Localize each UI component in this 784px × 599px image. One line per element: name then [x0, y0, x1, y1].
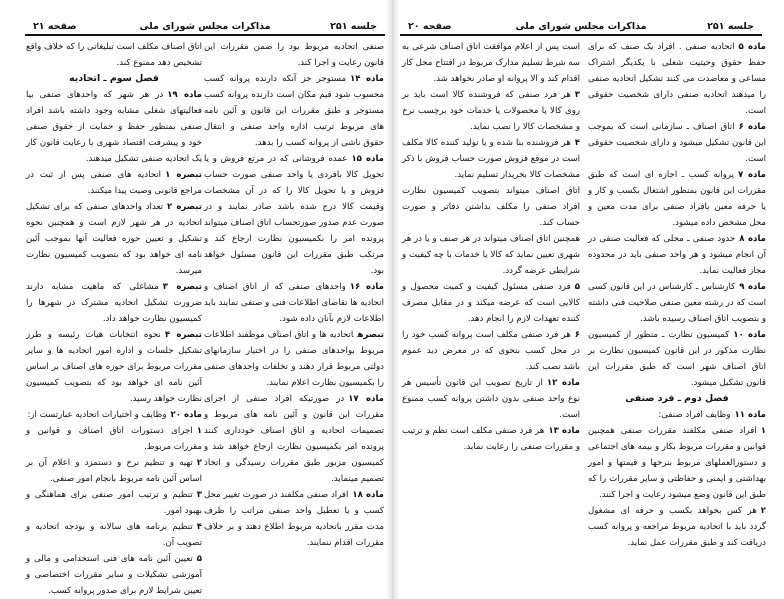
- article-number: ۳: [196, 490, 202, 500]
- article-text: اجرای دستورات اتاق اصناف و قوانین و مقررات مربوط.: [26, 426, 202, 452]
- article-text: تنظیم و ترتیب امور صنفی برای هماهنگی و بهبود امور.: [26, 490, 202, 516]
- article-paragraph: [204, 327, 384, 391]
- article-number: ماده ۱۸: [352, 490, 385, 500]
- article-number: ماده ۱۶: [349, 282, 384, 292]
- article-text: تهیه و تنظیم نرخ و دستمزد و اعلام آن بر اساس آئین نامه مربوط بانجام امور صنفی.: [26, 458, 202, 484]
- article-number: ۵: [574, 282, 580, 292]
- article-paragraph: [26, 327, 202, 407]
- article-number: ماده ۸: [739, 234, 766, 244]
- article-text: است پس از اعلام موافقت اتاق اصناف شرعی به سه شرط تسلیم مدارک مربوط در افتتاح محل کار اقدام کند و الا پروانه او صادر نخواهد شد.: [402, 42, 580, 84]
- article-number: ۱: [760, 426, 766, 436]
- article-paragraph: [588, 119, 766, 167]
- article-paragraph: [26, 167, 202, 199]
- article-number: ۶: [574, 330, 580, 340]
- article-text: کمیسیون نظارت ـ منظور از کمیسیون نظارت مذکور در این قانون کمیسیون نظارت بر اتاق اصناف شهر است که طبق مقررات این قانون تشکیل میشود.: [588, 330, 766, 388]
- article-number: ماده ۱۲: [546, 378, 580, 388]
- article-number: ماده ۱۰: [733, 330, 766, 340]
- article-paragraph: [204, 487, 384, 551]
- article-paragraph: [26, 279, 202, 327]
- section-heading: فصل دوم ـ فرد صنفی: [625, 393, 729, 404]
- article-number: تبصره ۱: [165, 170, 202, 180]
- page-number: صفحه ۲۰: [408, 21, 452, 32]
- article-text: هر فرد صنفی مکلف است نظم و ترتیب و مقررات صنفی را رعایت نماید.: [402, 426, 580, 452]
- book-binding-gutter: [386, 0, 400, 599]
- session-number: جلسه ۲۵۱: [707, 21, 754, 32]
- article-text: وظایف افراد صنفی:: [658, 410, 731, 420]
- article-text: فرد صنفی مسئول کیفیت و کمیت محصول و کالایی است که عرضه میکند و در مقابل مصرف کننده تعهدات لازم را انجام دهد.: [402, 282, 580, 324]
- text-column-right: [204, 39, 384, 551]
- article-text: همچنین اتاق اصناف میتواند در هر صنف و یا در هر شهری تعیین نماید که کالا یا خدمات با چه کیفیت و شرایطی عرضه گردد.: [402, 234, 580, 276]
- article-text: تعداد واحدهای صنفی که برای تشکیل اتحادیه در هر شهر لازم است و همچنین نحوه تشکیل و تعیین حوزه فعالیت آنها بموجب آئین نامه ای خواهد بود که بتصویب کمیسیون نظارت میرسد.: [26, 202, 202, 276]
- article-number: ماده ۱۷: [348, 394, 384, 404]
- article-number: ماده ۶: [738, 122, 766, 132]
- article-paragraph: [204, 71, 384, 151]
- article-text: در هر شهر که واحدهای صنفی بیا فعالیتهای شغلی مشابه وجود داشته باشد افراد صنفی بمنظور حفظ و حمایت از حقوق صنفی خود و پیشرفت اقتصاد شهری با رعایت قانون کار یک اتحادیه صنفی تشکیل میدهند.: [26, 90, 202, 164]
- article-number: ۵: [196, 554, 202, 564]
- article-number: ماده ۲۰: [170, 410, 202, 420]
- article-text: پروانه کسب ـ اجازه ای است که طبق مقررات این قانون بمنظور اشتغال بکسب و کار و یا حرفه معین بافراد صنفی برای مدت معین و محل مشخص داده میشود.: [588, 170, 766, 228]
- article-text: وظایف و اختیارات اتحادیه عبارتست از:: [27, 410, 167, 420]
- article-paragraph: [402, 279, 580, 327]
- article-number: تبصره ۳: [162, 282, 202, 292]
- article-text: مستوجر جز آنکه دارنده پروانه کسب محسوب شود قیم مکان است دارنده پروانه کسب مستوجر و طبق مقررات این قانون و آئین نامه های مربوط ترتیب اداره واحد صنفی و انتقال حقوق ناشی از پروانه کسب را بدهد.: [204, 74, 384, 148]
- article-text: اتحادیه صنفی . افراد یک صنف که برای حفظ حقوق وحیثیت شغلی با یکدیگر اشتراک مساعی و معاضدت می کنند تشکیل اتحادیه صنفی را میدهند اتحادیه صنفی دارای شخصیت حقوقی است.: [588, 42, 766, 116]
- article-number: ماده ۷: [738, 170, 766, 180]
- article-number: ۴: [574, 138, 580, 148]
- article-paragraph: [26, 519, 202, 551]
- article-text: هر فروشنده بنا شده و یا تولید کننده کالا مکلف است در موقع فروش صورت حساب فروش با ذکر مشخصات کالا بخریدار تسلیم نماید.: [402, 138, 580, 180]
- article-paragraph: [588, 167, 766, 231]
- article-paragraph: [204, 151, 384, 279]
- article-text: واحدهای صنفی که از اتاق اصناف و اتحادیه ها تقاضای اطلاعات فنی و صنفی نمایند باید اطلاعات لازم بآنان داده شود.: [204, 282, 384, 324]
- article-paragraph: [26, 199, 202, 279]
- article-text: اتاق اصناف ـ سازمانی است که بموجب این قانون تشکیل میشود و دارای شخصیت حقوقی است.: [588, 122, 766, 164]
- article-paragraph: [204, 39, 384, 71]
- page-number: صفحه ۲۱: [33, 21, 77, 32]
- article-text: عمده فروشانی که در مرتع فروش و یا تحویل کالا بافردی یا واحد صنفی صورت حساب فروش و یا تحویل کالا را که در آن مشخصات وقیمت کالا درج شده باشد صادر نمایند و در صورت عدم صدور صورتحساب اتاق اصناف میتواند پرونده امر را بکمیسیون نظارت ارجاع کند و مرتکب طبق مقررات این قانون مسئول خواهد بود.: [204, 154, 384, 276]
- article-number: ۲: [196, 458, 202, 468]
- article-number: ماده ۱۱: [734, 410, 766, 420]
- article-paragraph: [26, 39, 202, 71]
- text-column-left: [26, 39, 202, 599]
- article-paragraph: [204, 279, 384, 327]
- article-number: تبصره ۲: [167, 202, 202, 212]
- article-paragraph: [588, 407, 766, 423]
- article-paragraph: [402, 87, 580, 135]
- article-text: در صورتیکه افراد صنفی از اجرای مقررات این قانون و آئین نامه های مربوط و تصمیمات اتحادیه و اتاق اصناف خودداری کنند پرونده امر بکمیسیون نظارت ارجاع خواهد شد و کمیسیون مزبور طبق مقررات رسیدگی و اتخاذ تصمیم مینماید.: [204, 394, 384, 484]
- article-number: ماده ۱۴: [350, 74, 384, 84]
- article-text: اتاق اصناف میتواند بتصویب کمیسیون نظارت افراد صنفی را مکلف بداشتن دفاتر و صورت حساب کند.: [402, 186, 580, 228]
- header-rule: [25, 34, 385, 36]
- text-column-right: [588, 39, 766, 551]
- section-heading: فصل سوم ـ اتحادیه: [69, 73, 159, 84]
- header-rule: [400, 34, 762, 36]
- article-paragraph: [588, 39, 766, 119]
- article-paragraph: [26, 551, 202, 599]
- article-paragraph: [588, 327, 766, 391]
- article-text: از تاریخ تصویب این قانون تأسیس هر نوع واحد صنفی بدون داشتن پروانه کسب ممنوع است.: [402, 378, 580, 420]
- publication-title: مذاکرات مجلس شورای ملی: [139, 21, 271, 32]
- article-number: ۲: [760, 506, 766, 516]
- article-number: ماده ۹: [739, 282, 766, 292]
- article-text: افراد صنفی مکلفند مقررات صنفی همچنین قوانین و مقررات مربوط بکار و بیمه های اجتماعی و دستورالعملهای مربوط بنرخها و قیمتها و امور بهداشتی و ایمنی و حفاظتی و سایر مقررات را که طبق این قانون وضع میشود رعایت و اجرا کنند.: [588, 426, 766, 500]
- article-number: ماده ۵: [738, 42, 766, 52]
- article-paragraph: [402, 135, 580, 183]
- article-paragraph: [402, 231, 580, 279]
- publication-title: مذاکرات مجلس شورای ملی: [515, 21, 647, 32]
- article-paragraph: [402, 39, 580, 87]
- article-paragraph: [588, 231, 766, 279]
- article-number: ۴: [196, 522, 202, 532]
- running-header: [25, 21, 385, 33]
- article-number: ۱: [196, 426, 202, 436]
- article-text: مشاغلی که ماهیت مشابه دارند ضرورت تشکیل اتحادیه مشترک در شهرها را کمیسیون نظارت خواهد داد.: [26, 282, 202, 324]
- article-number: ماده ۱۹: [167, 90, 202, 100]
- article-number: ماده ۱۵: [351, 154, 384, 164]
- article-paragraph: [204, 391, 384, 487]
- article-text: تعیین آئین نامه های فنی استخدامی و مالی و آموزشی تشکیلات و سایر مقررات اختصاصی و تعیین شرایط لازم برای صدور پروانه کسب.: [26, 554, 202, 596]
- text-column-left: [402, 39, 580, 455]
- article-text: نحوه انتخابات هیات رئیسه و طرز تشکیل جلسات و اداره امور اتحادیه ها و سایر مقررات مربوط برای حوزه های اصناف بر اساس آئین نامه ای خواهد بود که بتصویب کمیسیون نظارت خواهد رسید.: [26, 330, 202, 404]
- session-number: جلسه ۲۵۱: [330, 21, 377, 32]
- article-text: صنفی اتحادیه مربوط بود را ضمن مقررات این قانون رعایت و اجرا کند.: [204, 42, 384, 68]
- article-text: اتحادیه ها و اتاق اصناف موظفند اطلاعات مربوط بواحدهای صنفی را در اختیار سازمانهای دولتی مربوط قرار دهند و تخلفات واحدهای صنفی را بکمیسیون نظارت اعلام نمایند.: [204, 330, 384, 388]
- article-paragraph: [402, 327, 580, 375]
- article-number: تبصره: [357, 330, 384, 340]
- article-paragraph: [26, 423, 202, 455]
- article-text: هر فرد صنفی مکلف است پروانه کسب خود را در محل کسب بنحوی که در معرض دید عموم باشد نصب کند.: [402, 330, 580, 372]
- article-text: تنظیم برنامه های سالانه و بودجه اتحادیه و تصویب آن.: [26, 522, 202, 548]
- article-text: هر کس بخواهد بکسب و حرفه ای مشغول گردد باید با اتحادیه مربوط مراجعه و پروانه کسب دریافت کند و طبق مقررات عمل نماید.: [588, 506, 766, 548]
- article-number: ۳: [574, 90, 580, 100]
- article-paragraph: [588, 279, 766, 327]
- article-text: کارشناس ـ کارشناس در این قانون کسی است که در رشته معین صنفی صلاحیت فنی داشته و بتصویب اتاق اصناف رسیده باشد.: [588, 282, 766, 324]
- article-paragraph: [402, 375, 580, 423]
- article-text: اتحادیه های صنفی پس از ثبت در مراجع قانونی وصیت پیدا میکنند.: [26, 170, 202, 196]
- article-number: ماده ۱۳: [548, 426, 580, 436]
- article-number: تبصره ۴: [164, 330, 202, 340]
- article-paragraph: [588, 423, 766, 503]
- article-text: اتاق اصناف مکلف است تبلیغاتی را که خلاف واقع تشخیص دهد ممنوع کند.: [26, 42, 202, 68]
- article-text: هر فرد صنفی که فروشنده کالا است باید بر روی کالا یا محصولات یا خدمات خود برچسب نرخ و مشخصات کالا را نصب نماید.: [402, 90, 580, 132]
- article-paragraph: [402, 423, 580, 455]
- article-paragraph: [402, 183, 580, 231]
- article-text: حدود صنفی ـ محلی که فعالیت صنفی در آن انجام میشود و هر واحد صنفی باید در محدوده مجاز فعالیت نماید.: [588, 234, 766, 276]
- article-paragraph: [26, 455, 202, 487]
- article-paragraph: [26, 487, 202, 519]
- running-header: [400, 21, 762, 33]
- article-paragraph: [588, 503, 766, 551]
- article-text: افراد صنفی مکلفند در صورت تغییر محل کسب و یا تعطیل واحد صنفی مراتب را ظرف مدت مقرر باتحادیه مربوط اطلاع دهند و بر خلاف مقررات اقدام ننمایند.: [204, 490, 384, 548]
- article-paragraph: [26, 407, 202, 423]
- article-paragraph: [26, 87, 202, 167]
